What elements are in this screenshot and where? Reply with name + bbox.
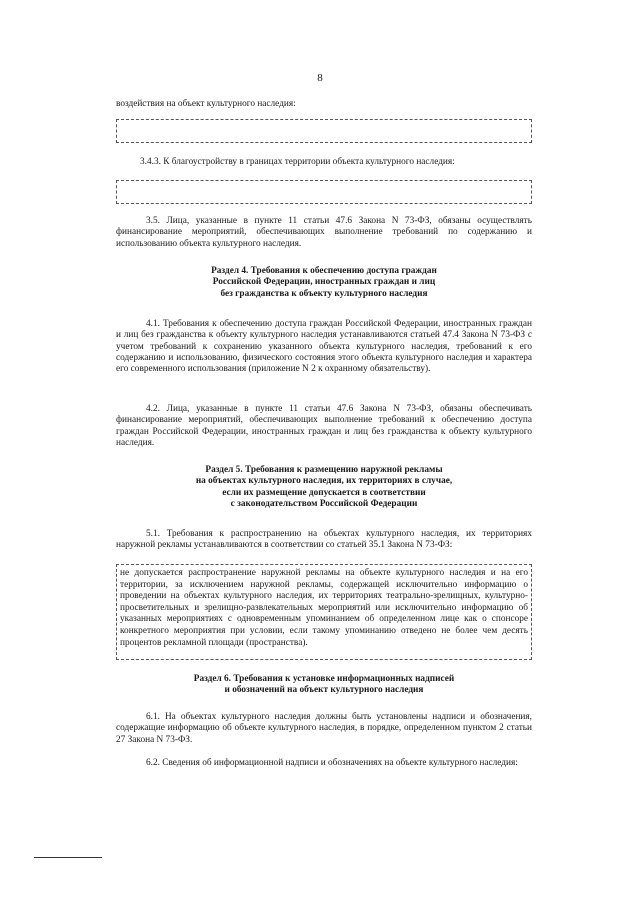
section-6-title-line: и обозначений на объект культурного наследия	[224, 685, 424, 696]
section-4-title-line: Российской Федерации, иностранных граждан и лиц	[212, 277, 436, 288]
paragraph-5-1: 5.1. Требования к распространению на объектах культурного наследия, их территориях наружной рекламы устанавливаются в соответствии со статьей 35.1 Закона N 73-ФЗ:	[116, 529, 532, 551]
paragraph-4-2: 4.2. Лица, указанные в пункте 11 статьи 47.6 Закона N 73-ФЗ, обязаны обеспечивать финансирование мероприятий, обеспечивающих выполнение требований к обеспечению доступа граждан Российской Федерации, иностранных граждан и лиц без гражданства к объекту культурного наследия.	[116, 404, 532, 448]
section-6-title	[116, 674, 532, 697]
section-5-title-line: с законодательством Российской Федерации	[230, 498, 418, 509]
section-5-title	[116, 465, 532, 510]
paragraph-3-5: 3.5. Лица, указанные в пункте 11 статьи 47.6 Закона N 73-ФЗ, обязаны осуществлять финансирование мероприятий, обеспечивающих выполнение требований по содержанию и использованию объекта культурного наследия.	[116, 216, 532, 249]
empty-field-box-2	[116, 180, 532, 204]
page-number: 8	[317, 72, 323, 84]
footnote-separator-line	[34, 857, 102, 858]
paragraph-6-2: 6.2. Сведения об информационной надписи и обозначениях на объекте культурного наследия:	[146, 758, 518, 768]
section-4-title	[116, 266, 532, 300]
paragraph-4-1: 4.1. Требования к обеспечению доступа граждан Российской Федерации, иностранных граждан и лиц без гражданства к объекту культурного наследия устанавливаются статьей 47.4 Закона N 73-ФЗ с учетом требований к сохранению указанного объекта культурного наследия, требований к его содержанию и использованию, физического состояния этого объекта культурного наследия и характера его современного использования (приложение N 2 к охранному обязательству).	[116, 319, 532, 375]
top-fragment: воздействия на объект культурного наследия:	[116, 99, 296, 109]
section-4-title-line: Раздел 4. Требования к обеспечению доступа граждан	[211, 266, 437, 276]
section-5-title-line: на объектах культурного наследия, их территориях в случае,	[195, 476, 453, 487]
advertising-requirements-box: не допускается распространение наружной рекламы на объекте культурного наследия и на его территории, за исключением наружной рекламы, содержащей исключительно информацию о проведении на объектах культурного наследия, их территориях театрально-зрелищных, культурно-просветительных и зрелищно-развлекательных мероприятий или исключительно информацию об указанных мероприятиях с одновременным упоминанием об определенном лице как о спонсоре конкретного мероприятия при условии, если такому упоминанию отведено не более чем десять процентов рекламной площади (пространства).	[116, 564, 532, 660]
section-6-title-line: Раздел 6. Требования к установке информационных надписей	[193, 674, 455, 684]
empty-field-box-1	[116, 119, 532, 143]
paragraph-6-1: 6.1. На объектах культурного наследия должны быть установлены надписи и обозначения, содержащие информацию об объекте культурного наследия, в порядке, определенном пунктом 2 статьи 27 Закона N 73-ФЗ.	[116, 712, 532, 745]
item-3-4-3: 3.4.3. К благоустройству в границах территории объекта культурного наследия:	[140, 157, 455, 167]
section-5-title-line: если их размещение допускается в соответствии	[222, 487, 426, 498]
section-4-title-line: без гражданства к объекту культурного наследия	[220, 288, 428, 299]
section-5-title-line: Раздел 5. Требования к размещению наружной рекламы	[205, 465, 443, 475]
